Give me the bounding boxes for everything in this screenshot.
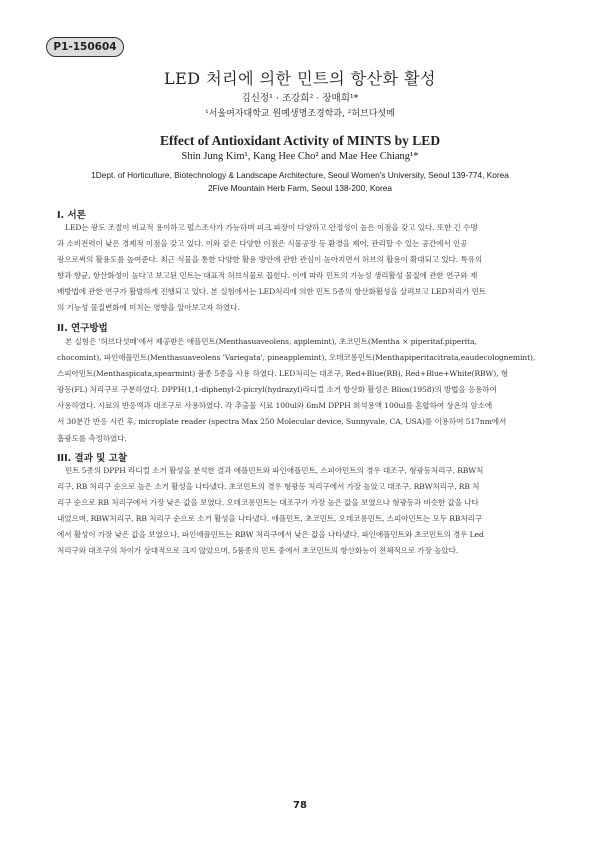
abstract-id-badge: P1-150604 [46, 37, 124, 57]
section-heading-methods: II. 연구방법 [57, 323, 108, 334]
affiliation-english-2: 2Five Mountain Herb Farm, Seoul 138-200, Korea [207, 183, 392, 193]
text-line: 의 기능성 물질변화에 미치는 영향을 알아보고자 하였다. [57, 303, 240, 313]
page-number: 78 [293, 800, 307, 811]
text-line: 사용하였다. 시료의 반응액과 대조구로 사용하였다. 각 추출물 시료 100ul와 6mM DPPH 희석용액 100ul를 혼합하여 상온의 암소에 [57, 401, 493, 411]
text-line: 서 30분간 반응 시킨 후, microplate reader (spectra Max 250 Molecular device, Sunnyvale, CA, USA)를 이용하여 517nm에서 [57, 417, 507, 427]
text-line: 흡광도를 측정하였다. [57, 433, 127, 443]
text-line: 스피아민트(Menthaspicata,spearmint) 품종 5종을 사용 하였다. LED처리는 대조구, Red+Blue(RB), Red+Blue+White(RBW), 형 [57, 369, 508, 379]
authors-english: Shin Jung Kim¹, Kang Hee Cho² and Mae Hee Chiang¹* [181, 151, 419, 162]
text-line: 배방법에 관한 연구가 활발하게 진행되고 있다. 본 실험에서는 LED처리에 의한 민트 5종의 항산화활성을 살펴보고 LED처리가 민트 [57, 287, 487, 297]
text-line: LED는 광도 조절이 비교적 용이하고 펄스조사가 가능하며 피크 파장이 다양하고 안정성이 높은 이점을 갖고 있다. 또한 긴 수명 [65, 223, 478, 232]
text-line: 광등(FL) 처리구로 구분하였다. DPPH(1,1-diphenyl-2-picryl(hydrazyl)라디컬 소거 항산화 활성은 Blios(1958)의 방법을 응용하여 [57, 385, 497, 395]
text-line: 리구, RB 처리구 순으로 높은 소거 활성을 나타냈다. 초코민트의 경우 형광등 처리구에서 가장 높았고 대조구, RBW처리구, RB 처 [57, 482, 480, 492]
text-line: 향과 향균, 항산화성이 높다고 보고된 민트는 대표적 허브식물로 꼽힌다. 이에 따라 민트의 기능성 생리활성 물질에 관한 연구와 재 [57, 271, 478, 281]
text-line: 내었으며, RBW처리구, RB 처리구 순으로 소거 활성을 나타냈다. 애플민트, 초코민트, 오데코롱민트, 스피아민트는 모두 RB처리구 [57, 514, 483, 524]
section-body-results [57, 463, 544, 560]
text-line: 처리구와 대조구의 차이가 상대적으로 크지 않았으며, 5품종의 민트 중에서 초코민트의 항산화능이 전체적으로 가장 높았다. [57, 546, 459, 556]
title-english: Effect of Antioxidant Activity of MINTS by LED [159, 133, 441, 148]
text-line: chocomint), 파인애플민트(Menthasuaveolens 'Variegata', pineapplemint), 오데코롱민트(Menthapiperitacitrata,eaudecolognemint), [57, 353, 536, 363]
affiliation-english-1: 1Dept. of Horticulture, Biotechnology & Landscape Architecture, Seoul Women's University, Seoul 139-774, Korea [91, 170, 509, 180]
section-heading-results: III. 결과 및 고찰 [57, 453, 128, 464]
text-line: 과 소비전력이 낮은 경제적 이점을 갖고 있다. 이와 같은 다양한 이점은 식물공장 등 환경을 제어, 관리할 수 있는 공간에서 인공 [57, 239, 468, 249]
section-heading-introduction: I. 서론 [57, 210, 86, 221]
text-line: 광으로써의 활용도를 높여준다. 최근 식물을 통한 다양한 활용 방안에 관한 관심이 높아지면서 허브의 활용이 확대되고 있다. 특유의 [57, 255, 483, 265]
text-line: 에서 활성이 가장 낮은 값을 보였으나, 파인애플민트는 RBW 처리구에서 낮은 값을 나타냈다. 파인애플민트와 초코민트의 경우 Led [57, 530, 484, 540]
affiliation-korean: ¹서울여자대학교 원예생명조경학과, ²허브다섯메 [205, 109, 395, 119]
text-line: 리구 순으로 RB 처리구에서 가장 낮은 값을 보였다. 오데코롱민트는 대조구가 가장 높은 값을 보였으나 형광등과 비슷한 값을 나타 [57, 498, 479, 508]
text-line: 민트 5종의 DPPH 라디컬 소거 활성을 분석한 결과 애플민트와 파인애플민트, 스피아민트의 경우 대조구, 형광등처리구, RBW처 [65, 466, 484, 475]
authors-korean: 김신정¹ · 조강희² · 장매희¹* [241, 93, 359, 104]
title-korean: LED 처리에 의한 민트의 항산화 활성 [164, 69, 436, 88]
section-body-methods [57, 334, 544, 447]
section-body-introduction [57, 220, 544, 317]
text-line: 본 실험은 '허브다섯메'에서 제공받은 애플민트(Menthasuaveolens, applemint), 초코민트(Mentha × piperitaf.piperita, [65, 337, 477, 346]
